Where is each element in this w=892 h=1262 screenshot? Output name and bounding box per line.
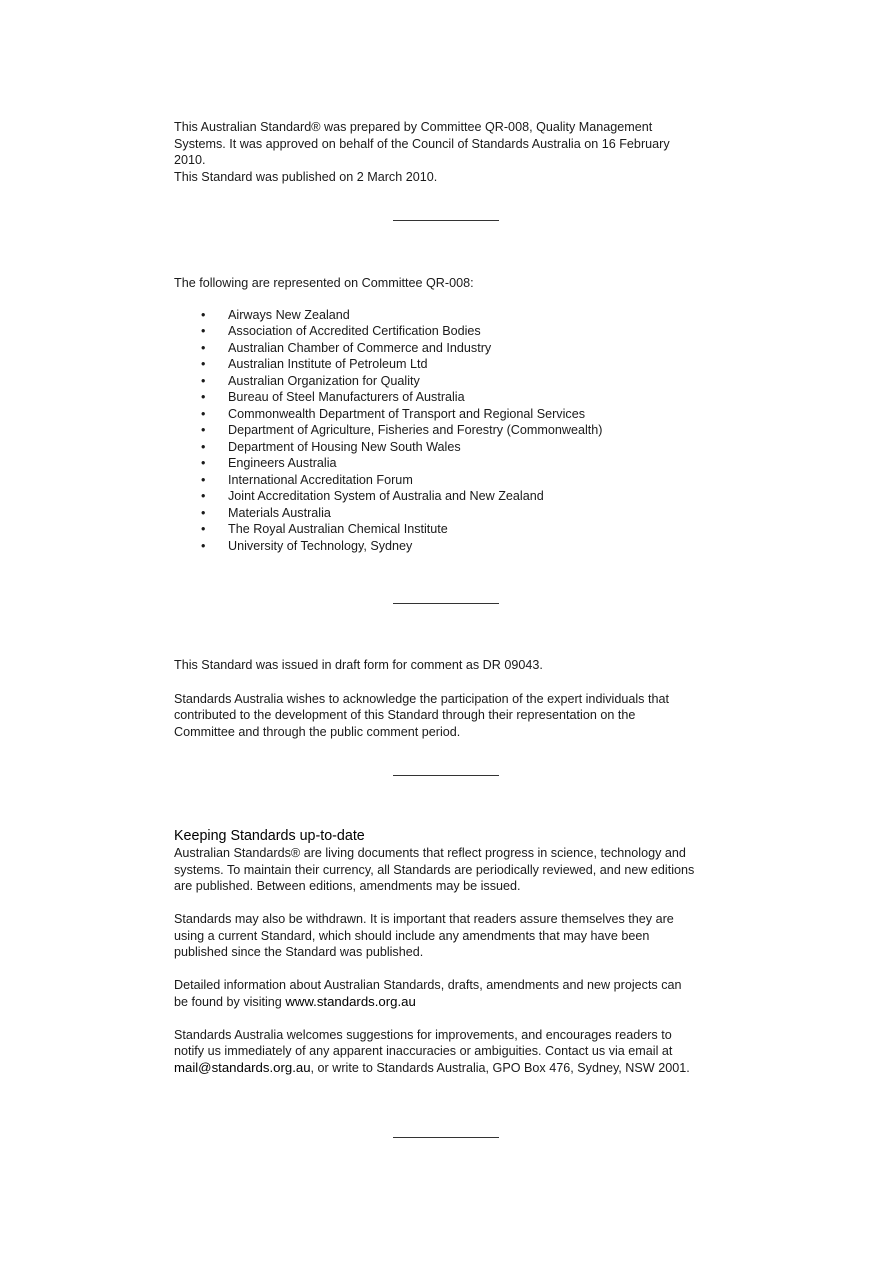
member-name: International Accreditation Forum — [228, 472, 413, 487]
bullet-icon: • — [201, 373, 206, 388]
keeping-standards-section — [174, 828, 724, 1076]
preparation-statement — [174, 119, 724, 185]
member-name: Department of Agriculture, Fisheries and Forestry (Commonwealth) — [228, 423, 603, 437]
paragraph-line: systems. To maintain their currency, all Standards are periodically reviewed, and new editions — [174, 862, 695, 877]
member-name: Australian Organization for Quality — [228, 373, 420, 388]
list-item — [174, 521, 724, 538]
bullet-icon: • — [201, 439, 206, 454]
bullet-icon: • — [201, 489, 206, 503]
list-item — [174, 406, 724, 423]
section-divider — [393, 220, 499, 221]
list-item — [174, 538, 724, 555]
list-item — [174, 488, 724, 505]
section-divider — [393, 603, 499, 604]
list-item — [174, 472, 724, 489]
acknowledgement-line-3: Committee and through the public comment period. — [174, 724, 461, 739]
draft-issued-line: This Standard was issued in draft form for comment as DR 09043. — [174, 658, 543, 672]
preparation-line-1: This Australian Standard® was prepared by Committee QR-008, Quality Management — [174, 120, 653, 134]
paragraph-line: Australian Standards® are living documents that reflect progress in science, technology and — [174, 846, 686, 860]
publication-line: This Standard was published on 2 March 2010. — [174, 169, 438, 184]
section-divider — [393, 775, 499, 776]
bullet-icon: • — [201, 307, 206, 322]
section-heading: Keeping Standards up-to-date — [174, 828, 365, 844]
list-item — [174, 389, 724, 406]
list-item — [174, 439, 724, 456]
member-name: Association of Accredited Certification Bodies — [228, 324, 481, 338]
bullet-icon: • — [201, 456, 206, 470]
paragraph-line: notify us immediately of any apparent inaccuracies or ambiguities. Contact us via email at — [174, 1044, 673, 1058]
bullet-icon: • — [201, 538, 206, 553]
acknowledgement-line-1: Standards Australia wishes to acknowledge the participation of the expert individuals that — [174, 691, 669, 706]
member-name: Bureau of Steel Manufacturers of Australia — [228, 390, 465, 404]
member-name: Commonwealth Department of Transport and Regional Services — [228, 406, 585, 421]
member-name: Materials Australia — [228, 505, 331, 520]
bullet-icon: • — [201, 472, 206, 487]
list-item — [174, 323, 724, 340]
paragraph-line: are published. Between editions, amendments may be issued. — [174, 879, 521, 893]
list-item — [174, 455, 724, 472]
paragraph-line — [174, 1060, 724, 1077]
bullet-icon: • — [201, 357, 206, 371]
member-name: Department of Housing New South Wales — [228, 439, 461, 454]
member-name: Engineers Australia — [228, 456, 337, 470]
list-item — [174, 505, 724, 522]
list-item — [174, 340, 724, 357]
list-item — [174, 422, 724, 439]
member-name: Airways New Zealand — [228, 307, 350, 322]
bullet-icon: • — [201, 390, 206, 404]
bullet-icon: • — [201, 505, 206, 520]
committee-section — [174, 275, 724, 554]
member-name: Joint Accreditation System of Australia and New Zealand — [228, 489, 544, 503]
paragraph-line: Standards may also be withdrawn. It is important that readers assure themselves they are — [174, 912, 674, 926]
paragraph-line — [174, 994, 724, 1011]
website-prefix: be found by visiting — [174, 994, 286, 1009]
list-item — [174, 373, 724, 390]
paragraph-line: using a current Standard, which should include any amendments that may have been — [174, 928, 650, 943]
draft-section — [174, 657, 724, 740]
list-item — [174, 356, 724, 373]
committee-intro: The following are represented on Committee QR-008: — [174, 276, 474, 290]
website-link[interactable]: www.standards.org.au — [285, 993, 416, 1009]
acknowledgement-line-2: contributed to the development of this Standard through their representation on the — [174, 708, 636, 722]
email-link[interactable]: mail@standards.org.au — [174, 1059, 311, 1075]
preparation-line-3: 2010. — [174, 153, 206, 167]
member-name: University of Technology, Sydney — [228, 538, 413, 553]
list-item — [174, 307, 724, 324]
bullet-icon: • — [201, 522, 206, 536]
preparation-line-2: Systems. It was approved on behalf of the Council of Standards Australia on 16 February — [174, 136, 670, 151]
address-text: , or write to Standards Australia, GPO Box 476, Sydney, NSW 2001. — [310, 1060, 690, 1075]
paragraph-line: published since the Standard was published. — [174, 945, 424, 959]
bullet-icon: • — [201, 340, 206, 355]
member-name: Australian Chamber of Commerce and Industry — [228, 340, 492, 355]
bullet-icon: • — [201, 406, 206, 421]
paragraph-line: Detailed information about Australian Standards, drafts, amendments and new projects can — [174, 978, 682, 992]
section-divider — [393, 1137, 499, 1138]
bullet-icon: • — [201, 423, 206, 437]
paragraph-line: Standards Australia welcomes suggestions for improvements, and encourages readers to — [174, 1027, 672, 1042]
bullet-icon: • — [201, 324, 206, 338]
committee-member-list — [174, 307, 724, 555]
member-name: The Royal Australian Chemical Institute — [228, 522, 448, 536]
member-name: Australian Institute of Petroleum Ltd — [228, 357, 428, 371]
